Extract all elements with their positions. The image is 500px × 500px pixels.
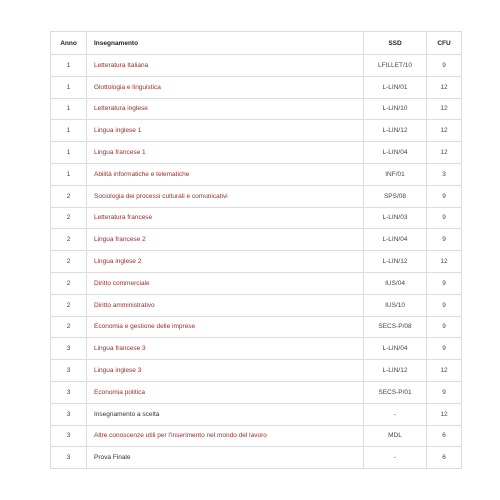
cell-cfu: 9 [427,185,462,207]
course-name: Prova Finale [94,454,131,462]
cell-ssd: L-LIN/10 [364,98,427,120]
table-row [51,76,462,98]
table-row [51,229,462,251]
cell-cfu: 12 [427,120,462,142]
cell-ssd: L-LIN/04 [364,142,427,164]
cell-cfu: 12 [427,142,462,164]
header-row [51,32,462,55]
cell-ssd: L-LIN/12 [364,360,427,382]
cell-cfu: 12 [427,403,462,425]
cell-ssd: L-LIN/01 [364,76,427,98]
course-link[interactable]: Altre conoscenze utili per l'inserimento nel mondo del lavoro [94,432,267,440]
cell-cfu: 6 [427,447,462,469]
cell-ssd: MDL [364,425,427,447]
table-row [51,142,462,164]
cell-insegnamento [87,120,364,142]
cell-anno: 3 [51,360,87,382]
cell-insegnamento [87,447,364,469]
table-row [51,98,462,120]
cell-cfu: 12 [427,360,462,382]
cell-ssd: - [364,447,427,469]
table-row [51,338,462,360]
header-anno: Anno [51,32,87,55]
cell-cfu: 9 [427,272,462,294]
cell-ssd: L-LIN/12 [364,120,427,142]
course-link[interactable]: Sociologia dei processi culturali e comunicativi [94,192,228,200]
table-row [51,447,462,469]
course-name: Insegnamento a scelta [94,410,160,418]
course-link[interactable]: Economia politica [94,388,145,396]
cell-cfu: 6 [427,425,462,447]
cell-insegnamento [87,251,364,273]
cell-insegnamento [87,98,364,120]
cell-ssd: SECS-P/01 [364,381,427,403]
table-row [51,55,462,77]
table-row [51,294,462,316]
cell-anno: 1 [51,55,87,77]
course-link[interactable]: Lingua inglese 2 [94,258,142,266]
header-ssd: SSD [364,32,427,55]
course-table-container [50,31,452,469]
cell-insegnamento [87,381,364,403]
cell-cfu: 12 [427,251,462,273]
cell-cfu: 3 [427,163,462,185]
cell-cfu: 9 [427,338,462,360]
table-header [51,32,462,55]
cell-anno: 3 [51,338,87,360]
cell-ssd: INF/01 [364,163,427,185]
cell-anno: 3 [51,425,87,447]
table-row [51,360,462,382]
cell-anno: 3 [51,403,87,425]
table-row [51,425,462,447]
cell-anno: 1 [51,163,87,185]
header-cfu: CFU [427,32,462,55]
cell-anno: 2 [51,316,87,338]
table-row [51,272,462,294]
cell-cfu: 9 [427,294,462,316]
course-link[interactable]: Letteratura francese [94,214,153,222]
table-row [51,251,462,273]
cell-anno: 2 [51,229,87,251]
course-link[interactable]: Economia e gestione delle imprese [94,323,196,331]
cell-anno: 2 [51,294,87,316]
course-link[interactable]: Lingua francese 2 [94,236,146,244]
cell-cfu: 9 [427,55,462,77]
cell-insegnamento [87,163,364,185]
course-plan-table [50,31,462,469]
cell-cfu: 9 [427,381,462,403]
cell-ssd: IUS/04 [364,272,427,294]
table-row [51,207,462,229]
course-link[interactable]: Letteratura Italiana [94,61,149,69]
cell-insegnamento [87,360,364,382]
cell-anno: 2 [51,185,87,207]
table-row [51,403,462,425]
cell-ssd: L-LIN/04 [364,338,427,360]
cell-insegnamento [87,272,364,294]
cell-insegnamento [87,316,364,338]
cell-anno: 2 [51,207,87,229]
cell-cfu: 12 [427,76,462,98]
course-link[interactable]: Lingua inglese 3 [94,367,142,375]
course-link[interactable]: Lingua inglese 1 [94,127,142,135]
cell-anno: 3 [51,381,87,403]
cell-anno: 1 [51,142,87,164]
course-link[interactable]: Lingua francese 1 [94,149,146,157]
cell-anno: 2 [51,251,87,273]
course-link[interactable]: Lingua francese 3 [94,345,146,353]
cell-ssd: L-LIN/04 [364,229,427,251]
cell-insegnamento [87,185,364,207]
cell-insegnamento [87,294,364,316]
table-row [51,381,462,403]
cell-ssd: - [364,403,427,425]
cell-insegnamento [87,338,364,360]
cell-anno: 1 [51,98,87,120]
course-link[interactable]: Abilità informatiche e telematiche [94,170,190,178]
header-insegnamento: Insegnamento [87,32,364,55]
cell-cfu: 12 [427,98,462,120]
course-link[interactable]: Letteratura inglese [94,105,148,113]
table-row [51,185,462,207]
cell-ssd: IUS/10 [364,294,427,316]
cell-insegnamento [87,229,364,251]
cell-cfu: 9 [427,316,462,338]
cell-anno: 2 [51,272,87,294]
cell-anno: 1 [51,76,87,98]
table-body [51,55,462,469]
cell-insegnamento [87,403,364,425]
cell-insegnamento [87,76,364,98]
cell-ssd: L-LIN/03 [364,207,427,229]
cell-cfu: 9 [427,229,462,251]
cell-ssd: SPS/08 [364,185,427,207]
table-row [51,163,462,185]
cell-anno: 3 [51,447,87,469]
cell-insegnamento [87,55,364,77]
cell-insegnamento [87,425,364,447]
cell-insegnamento [87,207,364,229]
cell-ssd: LFILLET/10 [364,55,427,77]
cell-anno: 1 [51,120,87,142]
cell-insegnamento [87,142,364,164]
table-row [51,316,462,338]
cell-cfu: 9 [427,207,462,229]
course-link[interactable]: Diritto amministrativo [94,301,155,309]
course-link[interactable]: Glottologia e linguistica [94,83,161,91]
cell-ssd: SECS-P/08 [364,316,427,338]
course-link[interactable]: Diritto commerciale [94,279,150,287]
table-row [51,120,462,142]
cell-ssd: L-LIN/12 [364,251,427,273]
